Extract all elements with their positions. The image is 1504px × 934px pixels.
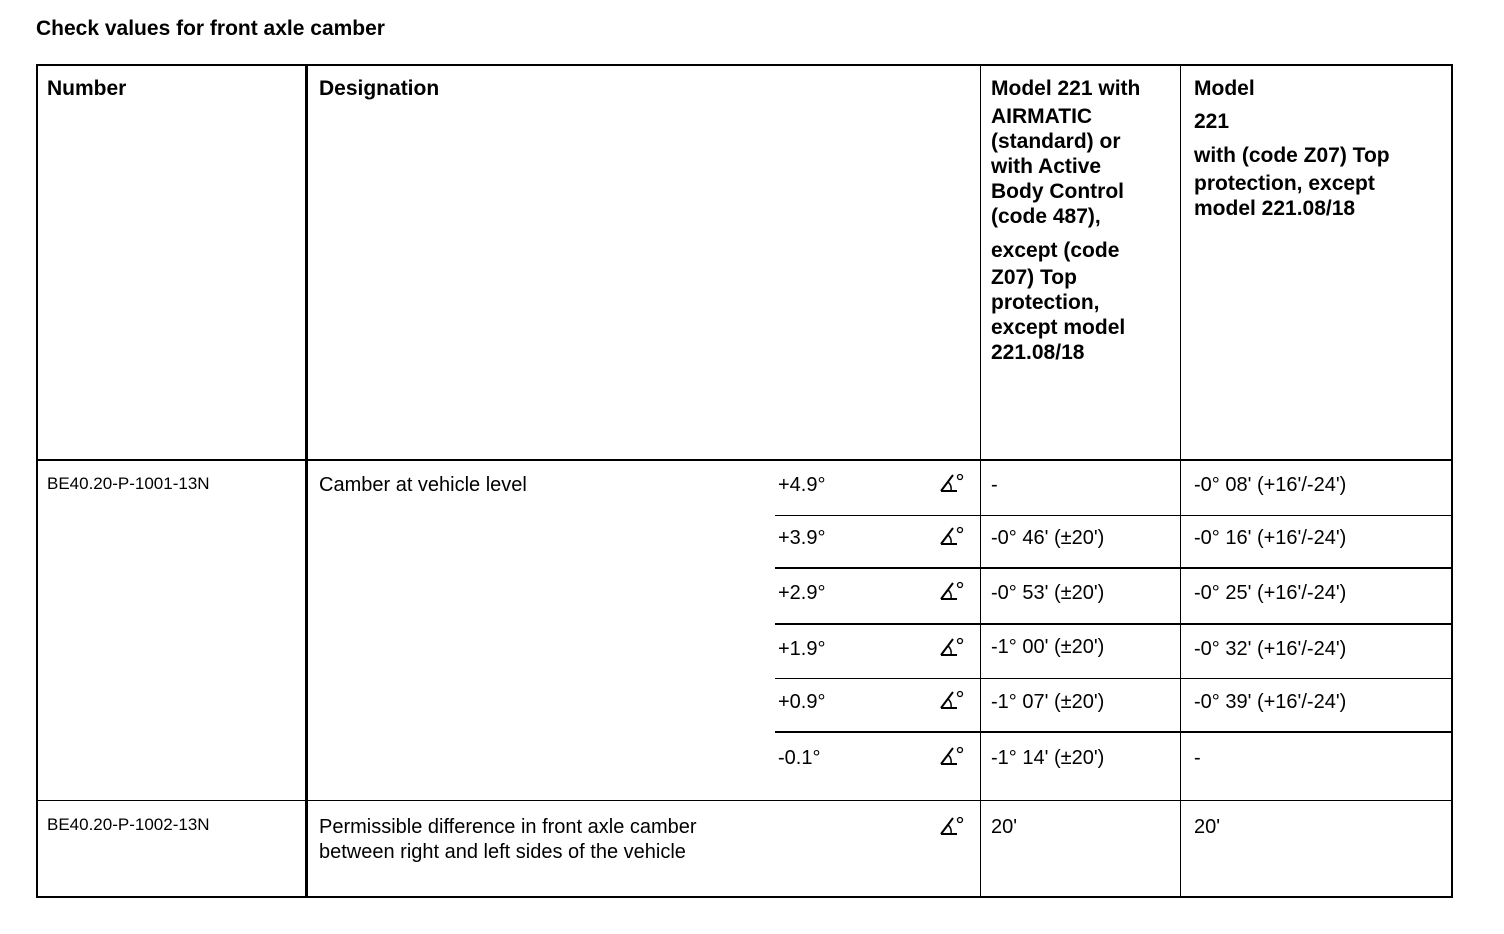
header-model-airmatic-line: with Active — [991, 155, 1102, 178]
vehicle-level-value: +3.9° — [778, 527, 826, 549]
header-number: Number — [47, 77, 127, 100]
row-number: BE40.20-P-1001-13N — [47, 474, 210, 493]
row-divider-3 — [775, 623, 1451, 625]
header-model-z07-line: protection, except — [1194, 172, 1375, 195]
header-model-airmatic-line: protection, — [991, 291, 1100, 314]
header-model-airmatic-line: 221.08/18 — [991, 341, 1085, 364]
angle-icon — [938, 580, 964, 602]
row-group-divider — [38, 800, 1451, 801]
camber-value-airmatic: -0° 53' (±20') — [991, 582, 1105, 604]
camber-value-z07: - — [1194, 747, 1201, 769]
column-divider-designation — [980, 66, 981, 896]
header-divider — [38, 459, 1451, 461]
vehicle-level-value: -0.1° — [778, 747, 821, 769]
header-model-airmatic-line: Body Control — [991, 180, 1124, 203]
header-model-airmatic-line: AIRMATIC — [991, 105, 1093, 128]
header-designation: Designation — [319, 77, 440, 100]
angle-icon — [938, 689, 964, 711]
angle-icon — [938, 815, 964, 837]
camber-value-airmatic: -0° 46' (±20') — [991, 527, 1105, 549]
header-model-z07-line: with (code Z07) Top — [1194, 144, 1390, 167]
row-divider-2 — [775, 567, 1451, 569]
angle-icon — [938, 636, 964, 658]
camber-value-z07: -0° 16' (+16'/-24') — [1194, 527, 1347, 549]
camber-check-table — [36, 64, 1453, 898]
row-divider-1 — [775, 515, 1451, 516]
row-designation-line: between right and left sides of the vehicle — [319, 841, 686, 863]
camber-value-z07: -0° 39' (+16'/-24') — [1194, 691, 1347, 713]
row-designation: Camber at vehicle level — [319, 474, 527, 496]
column-divider-model — [1180, 66, 1181, 896]
header-model-z07-line: Model — [1194, 77, 1255, 100]
column-divider-number — [305, 66, 308, 896]
header-model-airmatic-line: (standard) or — [991, 130, 1121, 153]
page-title: Check values for front axle camber — [36, 17, 385, 40]
angle-icon — [938, 745, 964, 767]
row-divider-4 — [775, 678, 1451, 679]
vehicle-level-value: +2.9° — [778, 582, 826, 604]
header-model-z07-line: model 221.08/18 — [1194, 197, 1356, 220]
camber-value-z07: -0° 25' (+16'/-24') — [1194, 582, 1347, 604]
header-model-airmatic-line: except (code — [991, 239, 1120, 262]
header-model-airmatic-line: Z07) Top — [991, 266, 1077, 289]
header-model-airmatic-line: Model 221 with — [991, 77, 1141, 100]
header-model-airmatic-line: (code 487), — [991, 205, 1101, 228]
row-divider-5 — [775, 731, 1451, 733]
row-number: BE40.20-P-1002-13N — [47, 815, 210, 834]
angle-icon — [938, 525, 964, 547]
vehicle-level-value: +4.9° — [778, 474, 826, 496]
header-model-airmatic-line: except model — [991, 316, 1126, 339]
camber-value-airmatic: - — [991, 474, 998, 496]
camber-value-airmatic: -1° 00' (±20') — [991, 636, 1105, 658]
camber-difference-z07: 20' — [1194, 816, 1221, 838]
row-designation-line: Permissible difference in front axle camber — [319, 816, 697, 838]
angle-icon — [938, 472, 964, 494]
camber-value-z07: -0° 08' (+16'/-24') — [1194, 474, 1347, 496]
vehicle-level-value: +1.9° — [778, 638, 826, 660]
camber-value-z07: -0° 32' (+16'/-24') — [1194, 638, 1347, 660]
camber-difference-airmatic: 20' — [991, 816, 1018, 838]
header-model-z07-line: 221 — [1194, 110, 1230, 133]
camber-value-airmatic: -1° 14' (±20') — [991, 747, 1105, 769]
vehicle-level-value: +0.9° — [778, 691, 826, 713]
camber-value-airmatic: -1° 07' (±20') — [991, 691, 1105, 713]
